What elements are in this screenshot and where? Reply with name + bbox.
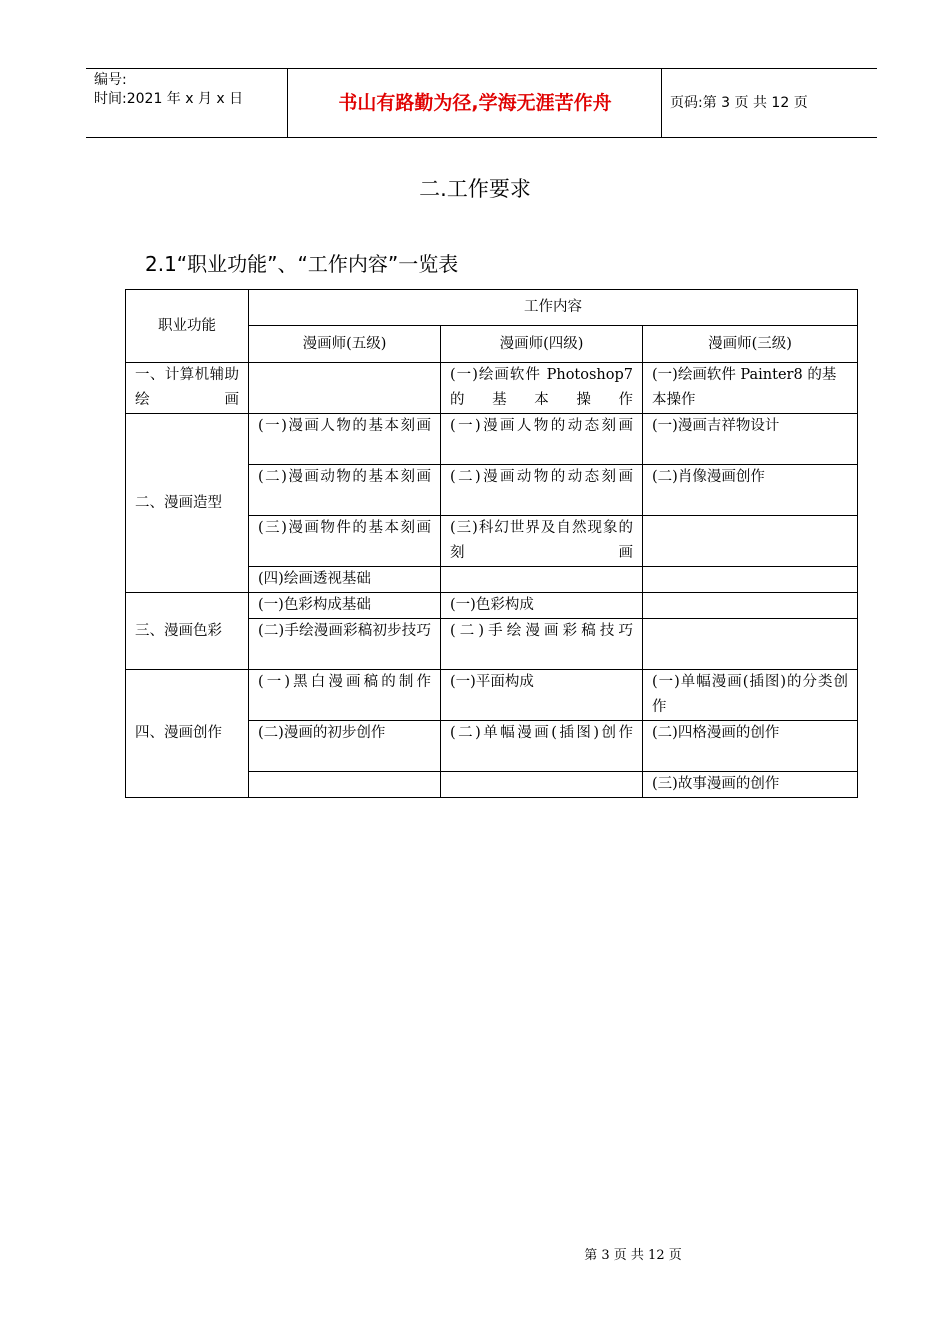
table-cell	[643, 567, 858, 593]
level-header-cell: 漫画师(三级)	[643, 326, 858, 363]
table-cell: (一)漫画人物的基本刻画	[249, 414, 441, 465]
table-cell: (二)单幅漫画(插图)创作	[441, 721, 643, 772]
header-cell-content: 工作内容	[249, 290, 858, 326]
table-cell: (二)手绘漫画彩稿技巧	[441, 619, 643, 670]
document-number-label: 编号:	[94, 72, 127, 88]
function-cell: 二、漫画造型	[126, 414, 249, 593]
function-cell: 四、漫画创作	[126, 670, 249, 798]
table-cell: (一)漫画人物的动态刻画	[441, 414, 643, 465]
table-cell: (一)黑白漫画稿的制作	[249, 670, 441, 721]
table-cell: (一)漫画吉祥物设计	[643, 414, 858, 465]
table-cell: (二)漫画动物的基本刻画	[249, 465, 441, 516]
document-time-label: 时间:2021 年 x 月 x 日	[94, 91, 244, 107]
table-cell: (二)肖像漫画创作	[643, 465, 858, 516]
function-cell: 一、计算机辅助绘画	[126, 363, 249, 414]
table-cell	[441, 567, 643, 593]
table-cell	[249, 363, 441, 414]
table-cell: (二)漫画动物的动态刻画	[441, 465, 643, 516]
header-cell-function: 职业功能	[126, 290, 249, 363]
table-cell: (三)故事漫画的创作	[643, 772, 858, 798]
table-cell: (二)漫画的初步创作	[249, 721, 441, 772]
table-cell: (一)色彩构成	[441, 593, 643, 619]
header-motto: 书山有路勤为径,学海无涯苦作舟	[338, 92, 612, 114]
header-page-label: 页码:第 3 页 共 12 页	[670, 95, 808, 111]
table-cell: (四)绘画透视基础	[249, 567, 441, 593]
table-cell: (一)绘画软件 Photoshop7 的基本操作	[441, 363, 643, 414]
table-cell: (一)平面构成	[441, 670, 643, 721]
table-cell: (二)手绘漫画彩稿初步技巧	[249, 619, 441, 670]
table-caption: 2.1“职业功能”、“工作内容”一览表	[145, 252, 459, 276]
table-cell	[249, 772, 441, 798]
table-cell: (一)单幅漫画(插图)的分类创作	[643, 670, 858, 721]
requirements-table	[125, 289, 858, 798]
table-cell	[643, 516, 858, 567]
table-cell: (一)色彩构成基础	[249, 593, 441, 619]
table-cell	[643, 619, 858, 670]
function-cell: 三、漫画色彩	[126, 593, 249, 670]
header-divider	[661, 69, 662, 137]
page-footer: 第 3 页 共 12 页	[584, 1248, 682, 1263]
table-cell: (二)四格漫画的创作	[643, 721, 858, 772]
page-header	[86, 68, 877, 138]
level-header-cell: 漫画师(五级)	[249, 326, 441, 363]
table-cell	[441, 772, 643, 798]
table-cell	[643, 593, 858, 619]
table-cell: (三)漫画物件的基本刻画	[249, 516, 441, 567]
table-cell: (一)绘画软件 Painter8 的基本操作	[643, 363, 858, 414]
header-meta	[94, 71, 243, 109]
section-title: 二.工作要求	[419, 177, 531, 201]
level-header-cell: 漫画师(四级)	[441, 326, 643, 363]
table-cell: (三)科幻世界及自然现象的刻画	[441, 516, 643, 567]
